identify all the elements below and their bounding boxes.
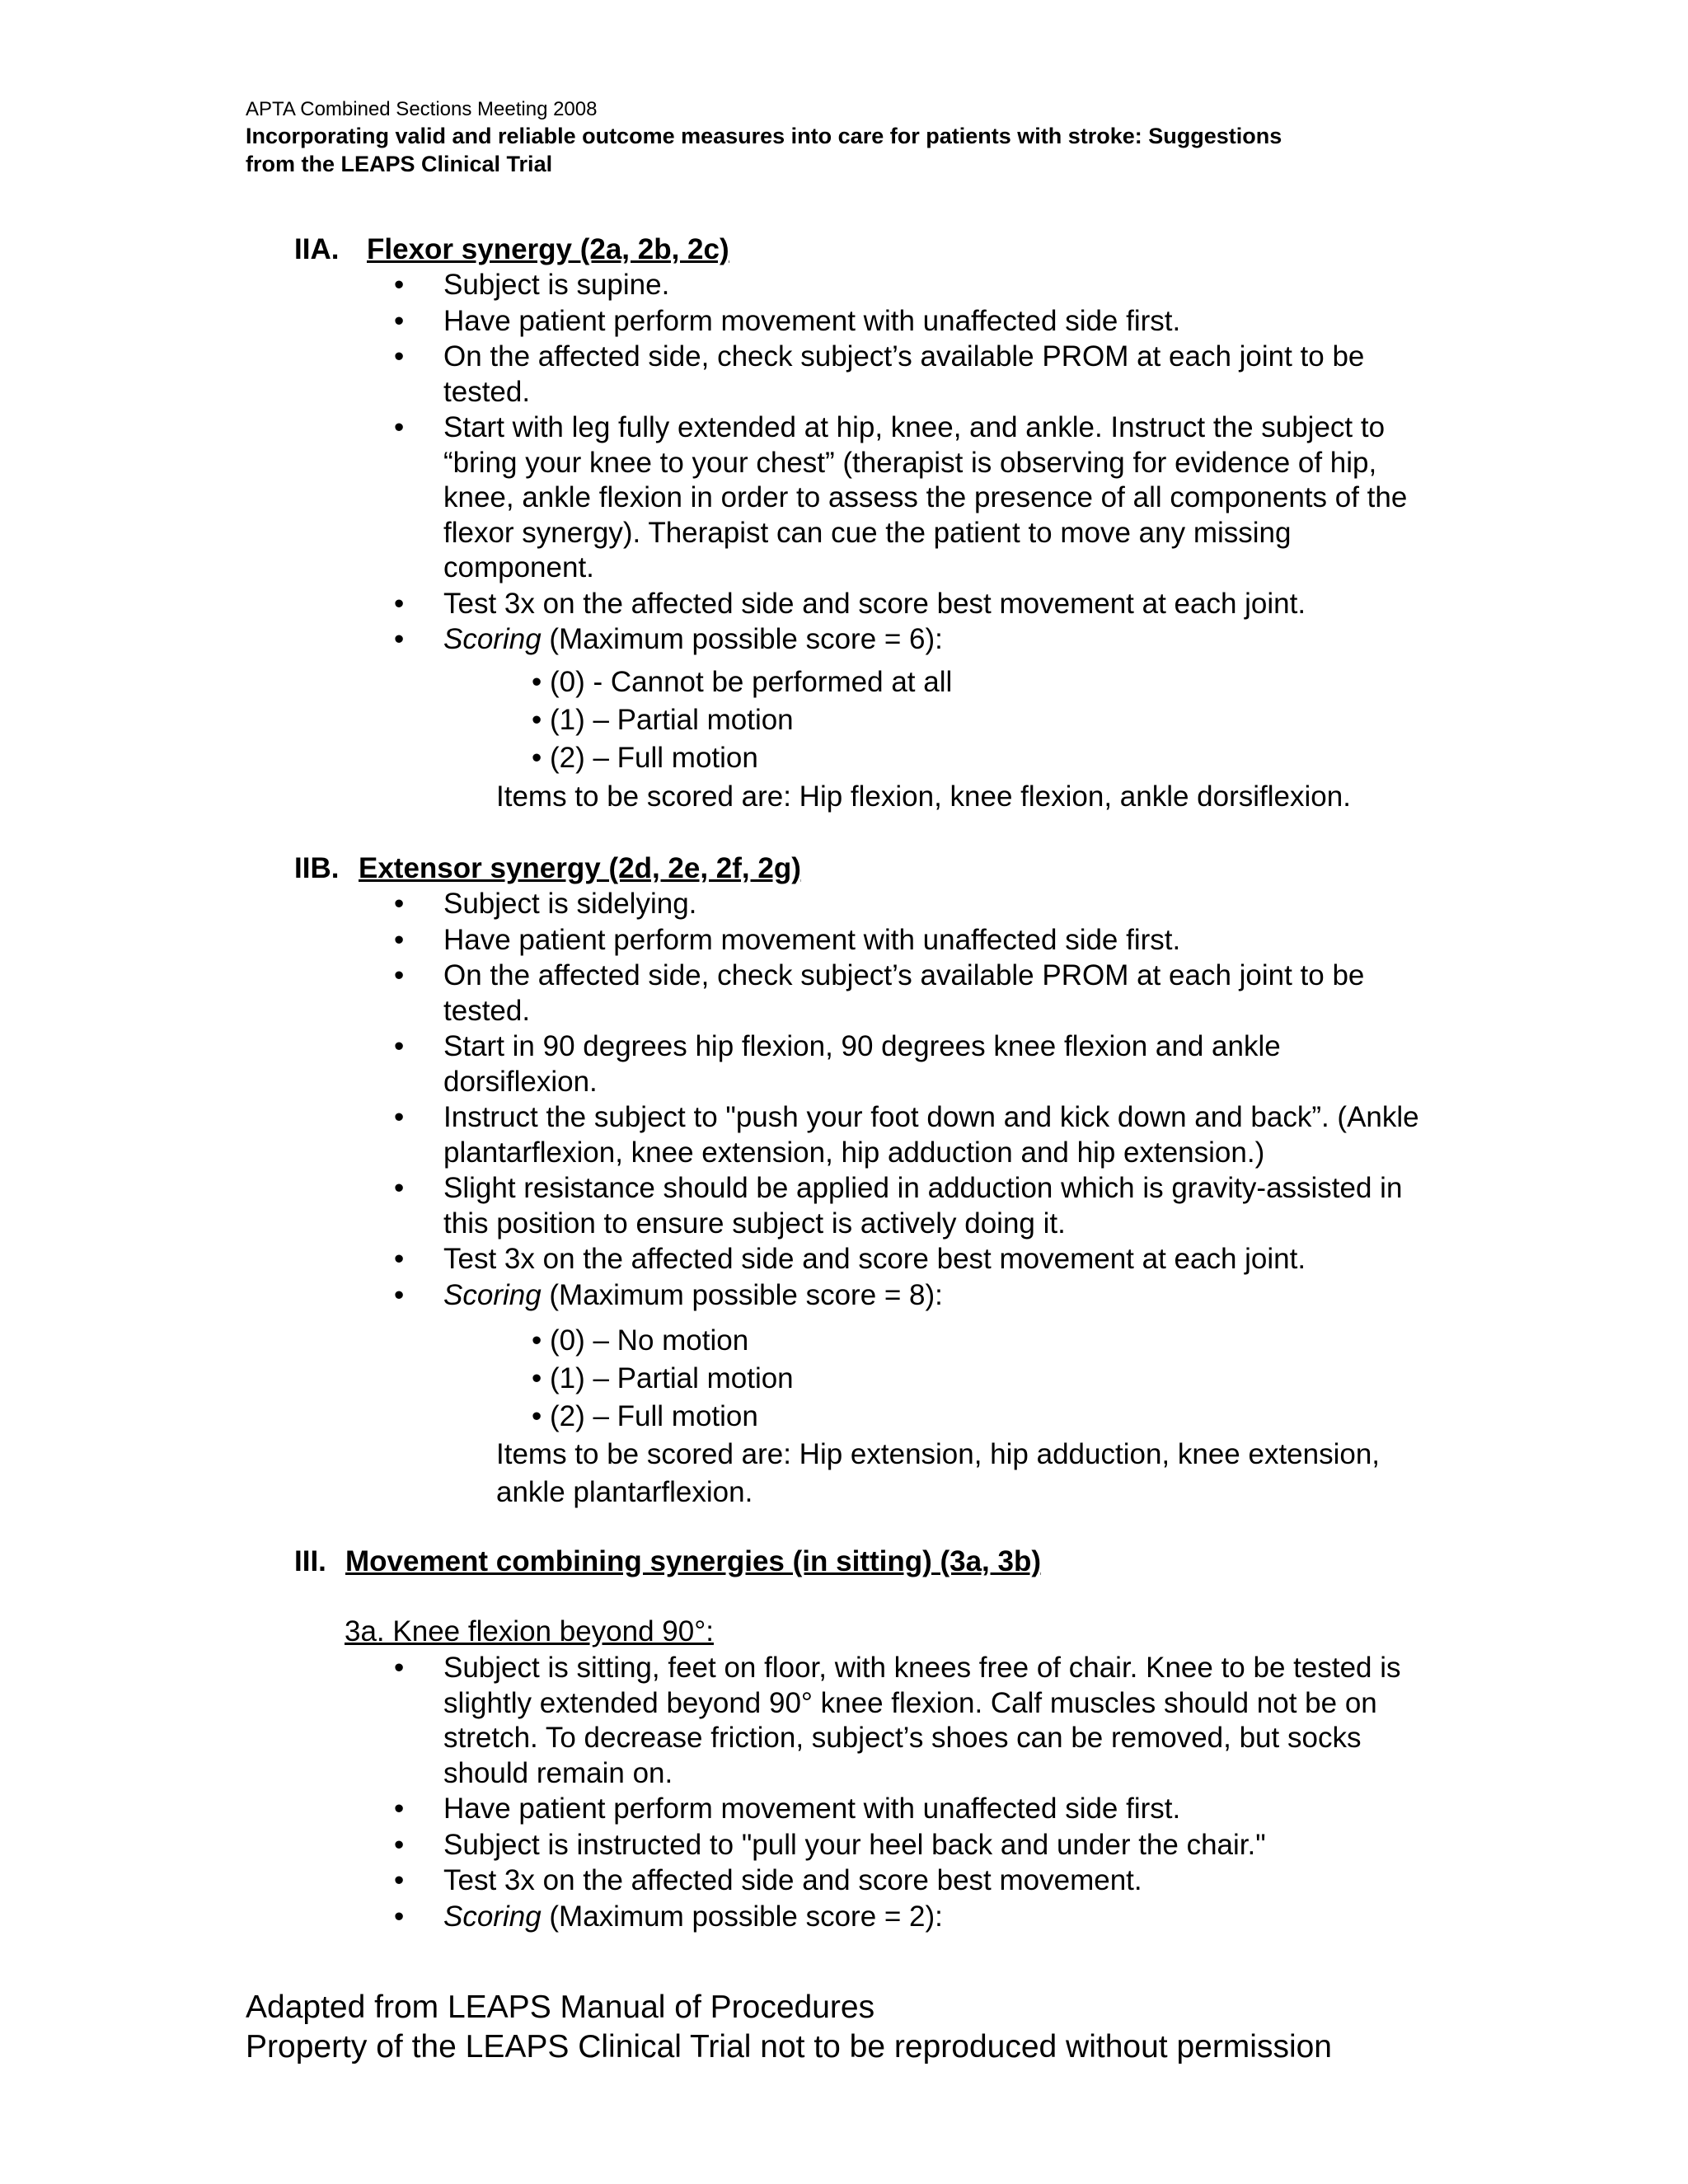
score-option: • (2) – Full motion [532, 742, 758, 774]
section-2b-bullets [0, 887, 1432, 1314]
section-2a-bullets [0, 268, 1432, 658]
list-item: • On the affected side, check subject’s available PROM at each joint to be tested. [394, 340, 1365, 408]
document-title-line1: Incorporating valid and reliable outcome measures into care for patients with stroke: Suggestions [246, 124, 1282, 148]
score-option: • (0) – No motion [532, 1324, 749, 1357]
section-2b-scores [532, 1322, 794, 1436]
section-2b-items: Items to be scored are: Hip extension, hip adduction, knee extension, ankle plantarflexion. [496, 1438, 1381, 1508]
section-3-title: Movement combining synergies (in sitting) (3a, 3b) [345, 1545, 1041, 1577]
section-2b-title: Extensor synergy (2d, 2e, 2f, 2g) [359, 852, 801, 884]
section-2a-scores [532, 663, 952, 777]
list-item: • Subject is sitting, feet on floor, with knees free of chair. Knee to be tested is slightly extended beyond 90° knee flexion. Calf muscles should not be on stretch. To decrease friction, subject’s shoes can be removed, but socks should remain on. [394, 1652, 1401, 1789]
list-item: • Have patient perform movement with unaffected side first. [394, 1793, 1181, 1825]
list-item: • Start in 90 degrees hip flexion, 90 degrees knee flexion and ankle dorsiflexion. [394, 1030, 1281, 1098]
score-option: • (2) – Full motion [532, 1400, 758, 1432]
list-item: • On the affected side, check subject’s available PROM at each joint to be tested. [394, 959, 1365, 1027]
list-item: • Have patient perform movement with unaffected side first. [394, 304, 1181, 337]
section-3-heading [294, 1544, 1041, 1580]
conference-name: APTA Combined Sections Meeting 2008 [246, 98, 598, 120]
document-title-line2: from the LEAPS Clinical Trial [246, 152, 553, 176]
section-2a-number: IIA. [294, 233, 340, 265]
footer-line1: Adapted from LEAPS Manual of Procedures [246, 1990, 875, 2025]
section-2b-heading [294, 851, 801, 887]
list-item: • Have patient perform movement with unaffected side first. [394, 923, 1181, 956]
section-2b-number: IIB. [294, 852, 340, 884]
score-option: • (1) – Partial motion [532, 704, 794, 736]
list-item: • Subject is sidelying. [394, 888, 697, 920]
scoring-item: • Scoring (Maximum possible score = 2): [394, 1900, 943, 1933]
document-header [246, 97, 1482, 178]
scoring-item: • Scoring (Maximum possible score = 6): [394, 623, 943, 655]
section-3-number: III. [294, 1545, 326, 1577]
list-item: • Start with leg fully extended at hip, knee, and ankle. Instruct the subject to “bring your knee to your chest” (therapist is observing for evidence of hip, knee, ankle flexion in order to assess the presence of all components of the flexor synergy). Therapist can cue the patient to move any missing component. [394, 411, 1408, 583]
score-option: • (1) – Partial motion [532, 1362, 794, 1394]
score-option: • (0) - Cannot be performed at all [532, 666, 953, 698]
list-item: • Subject is instructed to "pull your heel back and under the chair." [394, 1828, 1266, 1861]
list-item: • Instruct the subject to "push your foot down and kick down and back”. (Ankle plantarflexion, knee extension, hip adduction and hip extension.) [394, 1101, 1419, 1169]
scoring-item: • Scoring (Maximum possible score = 8): [394, 1278, 943, 1311]
list-item: • Test 3x on the affected side and score best movement. [394, 1864, 1142, 1896]
list-item: • Subject is supine. [394, 269, 670, 301]
footer-line2: Property of the LEAPS Clinical Trial not to be reproduced without permission [246, 2029, 1333, 2064]
section-2a-items: Items to be scored are: Hip flexion, knee flexion, ankle dorsiflexion. [496, 780, 1351, 813]
list-item: • Slight resistance should be applied in adduction which is gravity-assisted in this position to ensure subject is actively doing it. [394, 1172, 1403, 1240]
section-2a-title: Flexor synergy (2a, 2b, 2c) [367, 233, 729, 265]
section-3a-bullets [0, 1651, 1432, 1935]
list-item: • Test 3x on the affected side and score best movement at each joint. [394, 587, 1306, 620]
section-3a-subheading: 3a. Knee flexion beyond 90°: [345, 1615, 714, 1647]
section-2a-heading [294, 232, 729, 268]
document-footer [246, 1988, 1332, 2067]
list-item: • Test 3x on the affected side and score best movement at each joint. [394, 1243, 1306, 1275]
